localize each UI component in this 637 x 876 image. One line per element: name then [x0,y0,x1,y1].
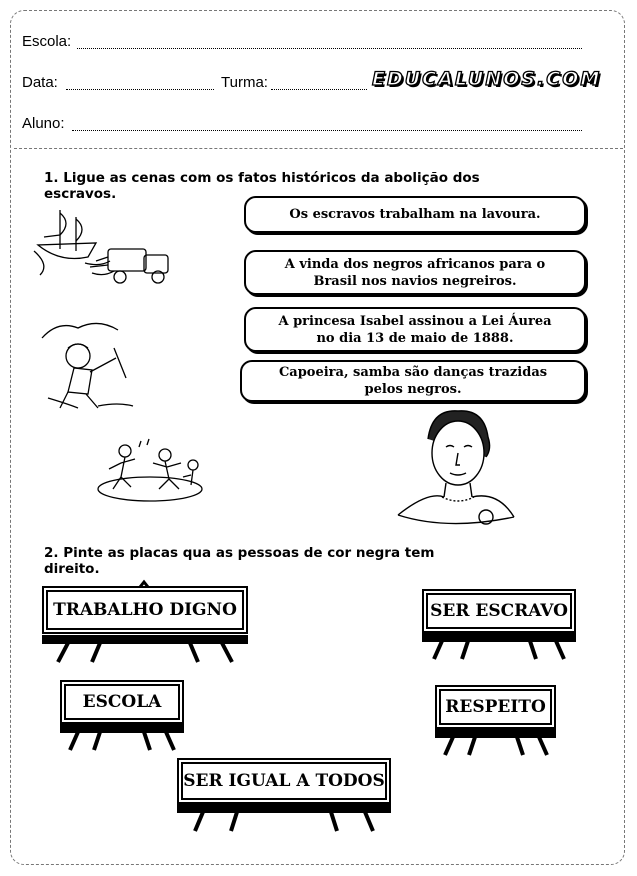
sign-escola[interactable] [58,678,186,753]
date-field[interactable] [66,89,214,90]
fact-card-1[interactable]: Os escravos trabalham na lavoura. [244,196,586,233]
header-divider [14,148,623,149]
sign-label: ESCOLA [82,692,162,712]
sign-ser-escravo[interactable] [420,587,578,662]
date-label: Data: [22,74,58,91]
sign-label: SER ESCRAVO [430,601,568,621]
question-1-title: 1. Ligue as cenas com os fatos históricos da abolição dos escravos. [44,170,480,202]
princess-isabel-portrait-image[interactable] [388,405,518,530]
capoeira-dance-scene-image[interactable] [95,437,210,507]
student-label: Aluno: [22,115,65,132]
fact-card-2[interactable]: A vinda dos negros africanos para o Brasil nos navios negreiros. [244,250,586,295]
ship-and-truck-scene-image[interactable] [30,205,180,300]
question-2-title: 2. Pinte as placas qua as pessoas de cor negra tem direito. [44,545,435,577]
class-label: Turma: [221,74,268,91]
school-label: Escola: [22,33,72,50]
sign-label: TRABALHO DIGNO [53,600,237,620]
sign-ser-igual-a-todos[interactable] [175,756,393,834]
fact-card-4[interactable]: Capoeira, samba são danças trazidas pelos negros. [240,360,586,402]
sign-label: RESPEITO [445,697,546,717]
fact-card-3[interactable]: A princesa Isabel assinou a Lei Áurea no dia 13 de maio de 1888. [244,307,586,352]
student-field[interactable] [72,130,582,131]
school-field[interactable] [77,48,582,49]
boy-working-scene-image[interactable] [38,318,138,413]
sign-trabalho-digno[interactable] [40,582,250,667]
sign-respeito[interactable] [433,683,558,758]
brand-logo: EDUCALUNOS.COM [372,68,602,90]
class-field[interactable] [271,89,367,90]
sign-label: SER IGUAL A TODOS [183,771,385,791]
